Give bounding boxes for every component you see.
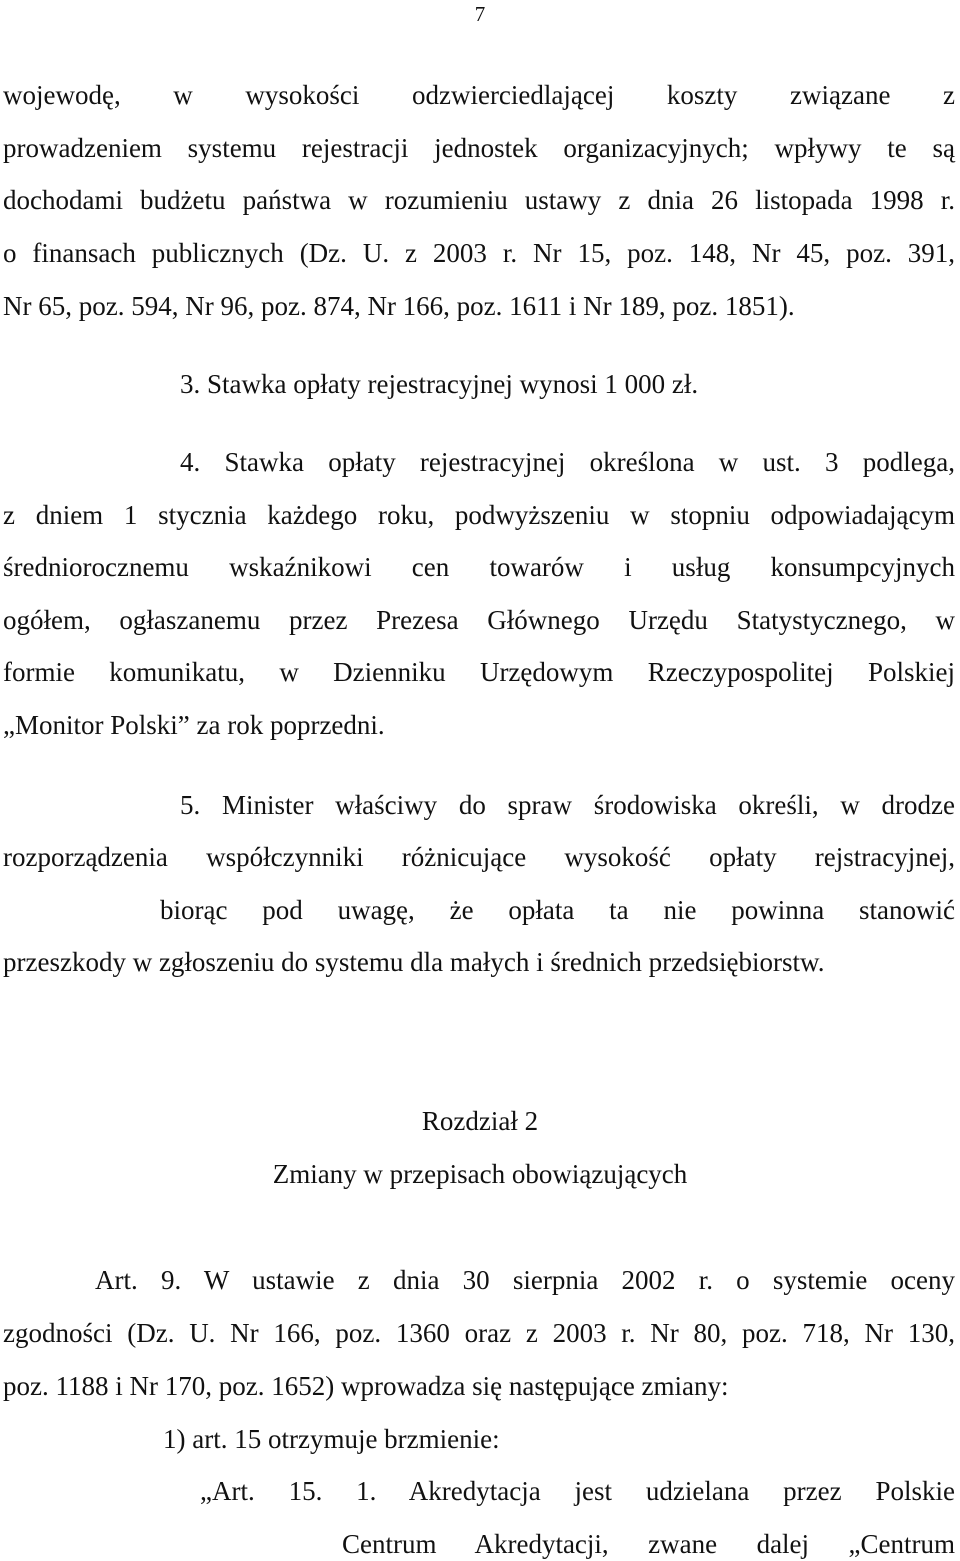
point-5-line: biorąc pod uwagę, że opłata ta nie powinna stanowić	[160, 895, 955, 925]
amendment-item-1: 1) art. 15 otrzymuje brzmienie:	[163, 1424, 500, 1454]
paragraph-line: Nr 65, poz. 594, Nr 96, poz. 874, Nr 166, poz. 1611 i Nr 189, poz. 1851).	[3, 291, 795, 321]
point-4-line: średniorocznemu wskaźnikowi cen towarów i usług konsumpcyjnych	[3, 552, 955, 582]
point-4-line: 4. Stawka opłaty rejestracyjnej określona w ust. 3 podlega,	[180, 447, 955, 477]
paragraph-line: dochodami budżetu państwa w rozumieniu ustawy z dnia 26 listopada 1998 r.	[3, 185, 955, 215]
point-4-line: formie komunikatu, w Dzienniku Urzędowym Rzeczypospolitej Polskiej	[3, 657, 955, 687]
page-number: 7	[474, 2, 486, 26]
point-4-line: „Monitor Polski” za rok poprzedni.	[3, 710, 385, 740]
paragraph-line: prowadzeniem systemu rejestracji jednostek organizacyjnych; wpływy te są	[3, 133, 955, 163]
point-5-line: rozporządzenia współczynniki różnicujące wysokość opłaty rejstracyjnej,	[3, 842, 955, 872]
point-4-line: ogółem, ogłaszanemu przez Prezesa Głównego Urzędu Statystycznego, w	[3, 605, 955, 635]
chapter-number: Rozdział 2	[421, 1106, 539, 1136]
article-9-line: zgodności (Dz. U. Nr 166, poz. 1360 oraz z 2003 r. Nr 80, poz. 718, Nr 130,	[3, 1318, 955, 1348]
quoted-provision-line: Centrum Akredytacji, zwane dalej „Centrum	[342, 1529, 955, 1559]
article-9-line: Art. 9. W ustawie z dnia 30 sierpnia 2002 r. o systemie oceny	[95, 1265, 955, 1295]
quoted-provision-line: „Art. 15. 1. Akredytacja jest udzielana przez Polskie	[200, 1476, 955, 1506]
point-4-line: z dniem 1 stycznia każdego roku, podwyższeniu w stopniu odpowiadającym	[3, 500, 955, 530]
paragraph-line: wojewodę, w wysokości odzwierciedlającej koszty związane z	[3, 80, 955, 110]
article-9-line: poz. 1188 i Nr 170, poz. 1652) wprowadza się następujące zmiany:	[3, 1371, 729, 1401]
point-5-line: 5. Minister właściwy do spraw środowiska określi, w drodze	[180, 790, 955, 820]
chapter-title: Zmiany w przepisach obowiązujących	[272, 1159, 688, 1189]
paragraph-line: o finansach publicznych (Dz. U. z 2003 r. Nr 15, poz. 148, Nr 45, poz. 391,	[3, 238, 955, 268]
point-3: 3. Stawka opłaty rejestracyjnej wynosi 1 000 zł.	[180, 369, 699, 399]
point-5-line: przeszkody w zgłoszeniu do systemu dla małych i średnich przedsiębiorstw.	[3, 947, 825, 977]
